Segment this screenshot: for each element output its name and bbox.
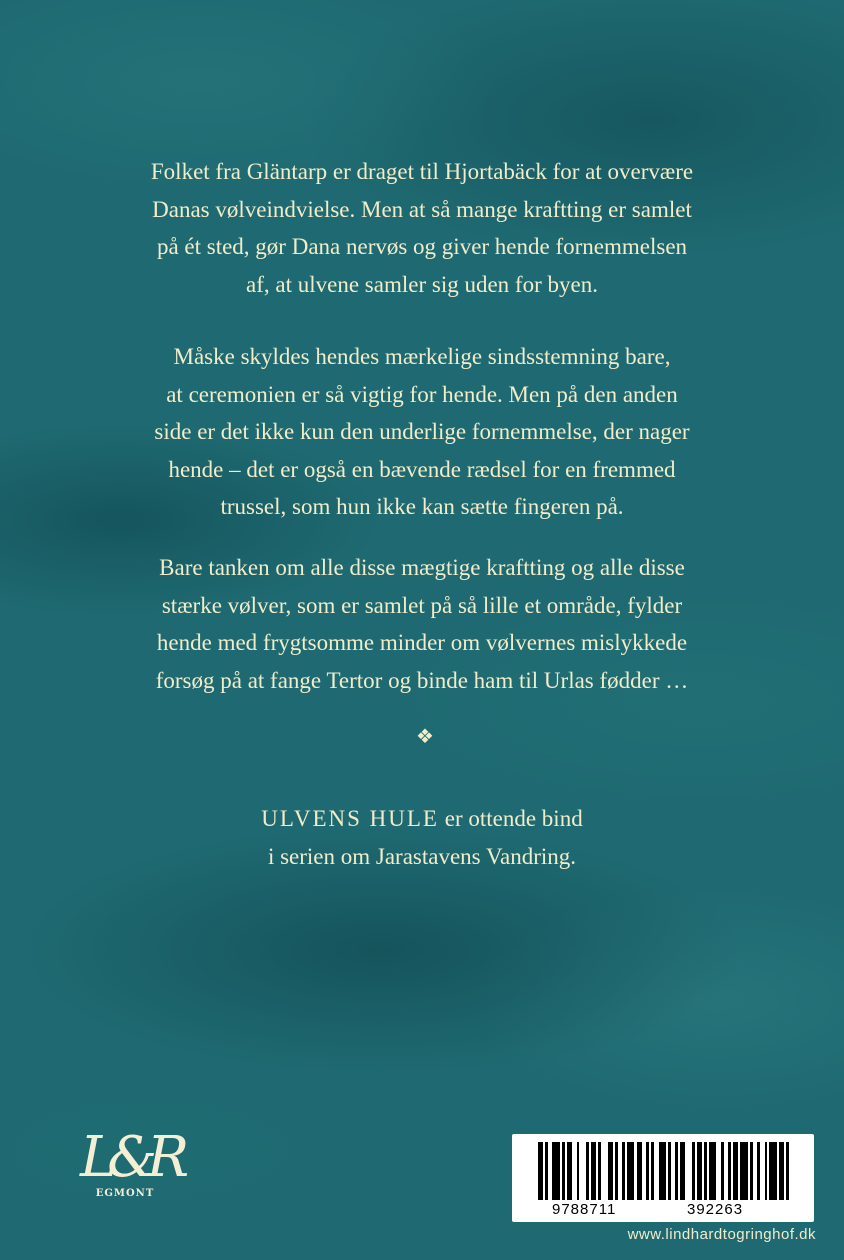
barcode-stripe	[627, 1142, 634, 1200]
blurb-line: Måske skyldes hendes mærkelige sindsstemning bare,	[173, 344, 671, 369]
blurb-line: Danas vølveindvielse. Men at så mange kraftting er samlet	[152, 196, 692, 222]
barcode-stripe	[579, 1142, 586, 1200]
publisher-website: www.lindhardtogringhof.dk	[627, 1226, 816, 1243]
blurb-paragraph-2	[0, 338, 844, 526]
barcode-stripe	[552, 1142, 559, 1200]
blurb-line: at ceremonien er så vigtig for hende. Men på den anden	[166, 381, 678, 407]
blurb-line: af, at ulvene samler sig uden for byen.	[246, 271, 598, 297]
blurb-line: forsøg på at fange Tertor og binde ham til Urlas fødder …	[155, 667, 689, 693]
series-line-1-rest: er ottende bind	[438, 806, 583, 831]
barcode-stripe	[709, 1142, 716, 1200]
ornament-icon: ❖	[416, 726, 428, 748]
blurb-paragraph-3	[0, 549, 844, 699]
isbn-barcode	[512, 1134, 814, 1222]
barcode-stripe	[789, 1142, 794, 1200]
blurb-line: stærke vølver, som er samlet på så lille et område, fylder	[161, 592, 683, 618]
publisher-logo-mark: L&R	[80, 1125, 180, 1190]
publisher-logo	[80, 1125, 180, 1210]
blurb-line: side er det ikke kun den underlige fornemmelse, der nager	[154, 419, 690, 444]
barcode-stripe	[659, 1142, 666, 1200]
series-line-1	[0, 800, 844, 838]
blurb-line: hende med frygtsomme minder om vølvernes mislykkede	[156, 630, 688, 655]
series-line-2: i serien om Jarastavens Vandring.	[267, 843, 577, 869]
barcode-bars	[538, 1142, 794, 1200]
blurb-line: på ét sted, gør Dana nervøs og giver hende fornemmelsen	[156, 234, 688, 259]
publisher-name: EGMONT	[95, 1188, 155, 1199]
blurb-line: trussel, som hun ikke kan sætte fingeren på.	[220, 494, 624, 519]
blurb-line: Bare tanken om alle disse mægtige kraftting og alle disse	[159, 555, 685, 580]
barcode-digits-right: 392263	[687, 1201, 744, 1218]
barcode-stripe	[740, 1142, 747, 1200]
blurb-line: Folket fra Gläntarp er draget til Hjortabäck for at overvære	[150, 159, 694, 184]
blurb-line: hende – det er også en bævende rædsel for en fremmed	[168, 456, 676, 482]
barcode-digits	[512, 1200, 814, 1220]
series-title: ULVENS HULE	[261, 806, 439, 831]
blurb-paragraph-1	[0, 153, 844, 303]
barcode-stripe	[685, 1142, 692, 1200]
barcode-stripe	[601, 1142, 608, 1200]
barcode-stripe	[769, 1142, 776, 1200]
series-note	[0, 800, 844, 875]
barcode-digits-left: 9788711	[552, 1201, 617, 1218]
